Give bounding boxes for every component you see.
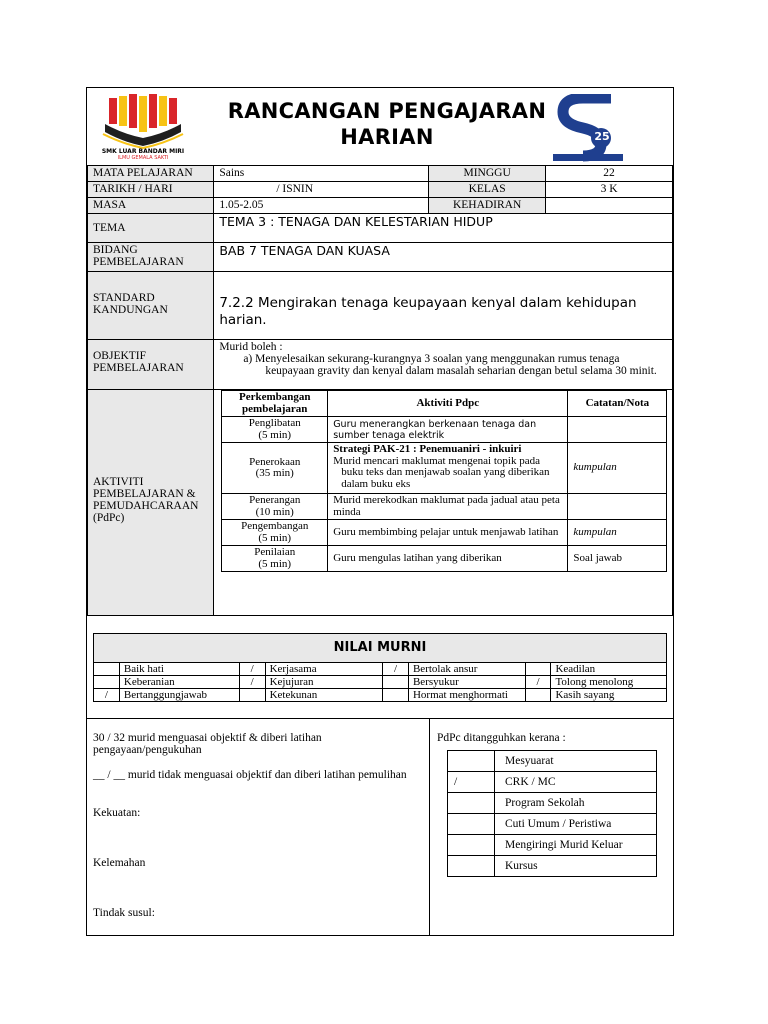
value-name: Keberanian: [119, 676, 239, 689]
activities-label-line1: AKTIVITI: [93, 476, 144, 488]
class-value: 3 K: [546, 182, 673, 198]
activity-notes: Soal jawab: [568, 546, 667, 572]
standard-label-line2: KANDUNGAN: [93, 304, 168, 316]
activity-notes: kumpulan: [568, 520, 667, 546]
school-logo: [101, 94, 185, 162]
activity-text: Guru mengulas latihan yang diberikan: [328, 546, 568, 572]
stage-duration: (5 min): [258, 557, 292, 570]
values-title: NILAI MURNI: [333, 640, 427, 655]
ministry-logo: [553, 94, 629, 164]
value-mark: [525, 689, 551, 702]
activity-notes: [568, 417, 667, 443]
value-mark: [94, 676, 120, 689]
mastered-text: 30 / 32 murid menguasai objektif & diberi latihan pengayaan/pengukuhan: [93, 732, 322, 756]
followup-label: Tindak susul:: [93, 907, 155, 919]
postponed-row: [448, 835, 657, 856]
table-row: [222, 520, 667, 546]
stage-duration: (5 min): [258, 428, 292, 441]
postponed-label: PdPc ditangguhkan kerana :: [437, 732, 566, 744]
postponed-row: [448, 751, 657, 772]
value-mark: /: [525, 676, 551, 689]
postponed-row: [448, 772, 657, 793]
week-value: 22: [546, 166, 673, 182]
activity-text: Guru menerangkan berkenaan tenaga dan sumber tenaga elektrik: [328, 417, 568, 443]
postponed-mark: [448, 793, 495, 814]
field-label-line2: PEMBELAJARAN: [93, 256, 184, 268]
table-row: [222, 417, 667, 443]
activities-label-line2: PEMBELAJARAN &: [93, 488, 196, 500]
ministry-logo-number: 25: [594, 130, 610, 143]
subject-label: MATA PELAJARAN: [88, 166, 214, 182]
attendance-label: KEHADIRAN: [429, 198, 546, 214]
date-label: TARIKH / HARI: [88, 182, 214, 198]
theme-value: TEMA 3 : TENAGA DAN KELESTARIAN HIDUP: [214, 214, 673, 243]
stage-name: Penerangan: [249, 494, 301, 506]
postponed-mark: [448, 835, 495, 856]
objective-label-line2: PEMBELAJARAN: [93, 362, 184, 374]
value-mark: [383, 689, 409, 702]
school-motto: ILMU GEMALA SAKTI: [117, 155, 169, 161]
date-value: / ISNIN: [214, 182, 429, 198]
activity-text: Guru membimbing pelajar untuk menjawab latihan: [328, 520, 568, 546]
activities-label-line4: (PdPc): [93, 512, 125, 524]
table-row: [222, 546, 667, 572]
value-name: Kerjasama: [265, 663, 383, 676]
col-stage-header: Perkembangan pembelajaran: [222, 391, 328, 417]
value-name: Tolong menolong: [551, 676, 667, 689]
postponed-option: Cuti Umum / Peristiwa: [495, 814, 657, 835]
objective-label-line1: OBJEKTIF: [93, 350, 147, 362]
stage-name: Penilaian: [254, 546, 296, 558]
activity-text: Murid mencari maklumat mengenai topik pada buku teks dan menjawab soalan yang diberikan dalam buku eks: [333, 454, 550, 490]
value-name: Hormat menghormati: [408, 689, 525, 702]
stage-name: Penglibatan: [248, 417, 301, 429]
value-name: Ketekunan: [265, 689, 383, 702]
postponed-option: Kursus: [495, 856, 657, 877]
value-mark: /: [94, 689, 120, 702]
time-label: MASA: [88, 198, 214, 214]
value-name: Keadilan: [551, 663, 667, 676]
lesson-plan-page: [86, 87, 674, 936]
activities-label-line3: PEMUDAHCARAAN: [93, 500, 199, 512]
stage-duration: (5 min): [258, 531, 292, 544]
time-value: 1.05-2.05: [214, 198, 429, 214]
page-title: RANCANGAN PENGAJARAN HARIAN: [227, 99, 547, 149]
postponed-mark: [448, 856, 495, 877]
value-name: Kejujuran: [265, 676, 383, 689]
class-label: KELAS: [429, 182, 546, 198]
col-activity-header: Aktiviti Pdpc: [328, 391, 568, 417]
standard-label: [88, 272, 214, 340]
strengths-label: Kekuatan:: [93, 807, 141, 819]
activity-notes: [568, 494, 667, 520]
values-table: [93, 662, 667, 702]
objective-value: [214, 340, 673, 390]
value-mark: [383, 676, 409, 689]
value-name: Kasih sayang: [551, 689, 667, 702]
standard-label-line1: STANDARD: [93, 292, 155, 304]
activity-text: Murid merekodkan maklumat pada jadual atau peta minda: [328, 494, 568, 520]
stage-name: Pengembangan: [241, 520, 309, 532]
postponed-row: [448, 793, 657, 814]
values-row: [94, 689, 667, 702]
value-name: Bertolak ansur: [408, 663, 525, 676]
value-mark: /: [239, 663, 265, 676]
field-value: BAB 7 TENAGA DAN KUASA: [214, 243, 673, 272]
not-mastered-text: __ / __ murid tidak menguasai objektif dan diberi latihan pemulihan: [93, 769, 407, 781]
postponed-option: Mesyuarat: [495, 751, 657, 772]
postponed-row: [448, 814, 657, 835]
value-name: Baik hati: [119, 663, 239, 676]
postponed-mark: [448, 751, 495, 772]
school-logo-text: SMK LUAR BANDAR MIRI: [101, 148, 185, 155]
stage-duration: (35 min): [255, 467, 294, 479]
week-label: MINGGU: [429, 166, 546, 182]
postponed-option: Program Sekolah: [495, 793, 657, 814]
value-name: Bersyukur: [408, 676, 525, 689]
reflection-column-divider: [429, 718, 430, 935]
postponed-mark: [448, 814, 495, 835]
values-header: [93, 633, 667, 662]
stage-name: Penerokaan: [249, 455, 301, 468]
postponed-table: [447, 750, 657, 877]
stage-duration: (10 min): [255, 505, 294, 518]
objective-marker: a): [243, 353, 253, 365]
table-row: [222, 494, 667, 520]
values-row: [94, 663, 667, 676]
standard-value: 7.2.2 Mengirakan tenaga keupayaan kenyal dalam kehidupan harian.: [214, 272, 673, 340]
objective-intro: Murid boleh :: [219, 341, 283, 353]
field-label-line1: BIDANG: [93, 244, 138, 256]
values-row: [94, 676, 667, 689]
value-mark: [525, 663, 551, 676]
theme-label: TEMA: [88, 214, 214, 243]
activity-title: Strategi PAK-21 : Penemuaniri - inkuiri: [333, 443, 522, 455]
col-notes-header: Catatan/Nota: [568, 391, 667, 417]
objective-line1: Menyelesaikan sekurang-kurangnya 3 soalan yang menggunakan rumus tenaga: [255, 353, 620, 365]
value-mark: /: [239, 676, 265, 689]
objective-line2: keupayaan gravity dan kenyal dalam masalah seharian dengan betul selama 30 minit.: [265, 365, 657, 377]
value-mark: /: [383, 663, 409, 676]
value-mark: [94, 663, 120, 676]
value-name: Bertanggungjawab: [119, 689, 239, 702]
activities-table: [221, 390, 667, 572]
activity-notes: kumpulan: [568, 443, 667, 494]
field-label: [88, 243, 214, 272]
postponed-option: CRK / MC: [495, 772, 657, 793]
postponed-option: Mengiringi Murid Keluar: [495, 835, 657, 856]
weaknesses-label: Kelemahan: [93, 857, 146, 869]
table-row: [222, 443, 667, 494]
subject-value: Sains: [214, 166, 429, 182]
postponed-row: [448, 856, 657, 877]
value-mark: [239, 689, 265, 702]
attendance-value: [546, 198, 673, 214]
activities-cell: [214, 390, 673, 616]
activities-label: [88, 390, 214, 616]
info-table: [87, 165, 673, 616]
reflection-divider: [87, 718, 673, 719]
postponed-mark: /: [448, 772, 495, 793]
objective-label: [88, 340, 214, 390]
